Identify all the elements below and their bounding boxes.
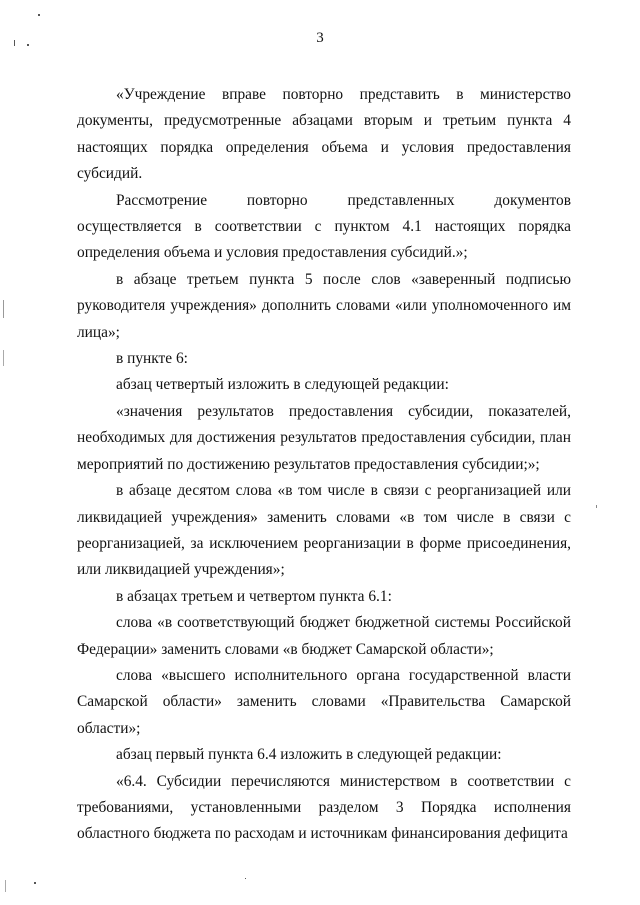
- paragraph: в абзаце десятом слова «в том числе в связи с реорганизацией или ликвидацией учреждения» заменить словами «в том числе в связи с реорганизацией, за исключением реорганизации в форме присоединения, или ликвидацией учреждения»;: [77, 482, 571, 579]
- paragraph: в абзаце третьем пункта 5 после слов «заверенный подписью руководителя учреждения» дополнить словами «или уполномоченного им лица»;: [77, 270, 571, 341]
- paragraph: «значения результатов предоставления субсидии, показателей, необходимых для достижения результатов предоставления субсидии, план мероприятий по достижению результатов предоставления субсидии;»;: [77, 402, 571, 473]
- scan-speck: [596, 505, 597, 508]
- scan-speck: [3, 350, 4, 366]
- paragraph: слова «в соответствующий бюджет бюджетной системы Российской Федерации» заменить словами «в бюджет Самарской области»;: [77, 614, 571, 658]
- scan-speck: [3, 300, 4, 318]
- paragraph: в абзацах третьем и четвертом пункта 6.1:: [116, 587, 392, 605]
- paragraph: Рассмотрение повторно представленных документов осуществляется в соответствии с пунктом 4.1 настоящих порядка определения объема и условия предоставления субсидий.»;: [77, 191, 571, 262]
- paragraph: в пункте 6:: [116, 350, 188, 368]
- scan-speck: [27, 44, 29, 46]
- page-number: 3: [316, 30, 324, 46]
- paragraph: абзац четвертый изложить в следующей редакции:: [116, 376, 449, 394]
- document-body: [77, 82, 571, 848]
- paragraph: слова «высшего исполнительного органа государственной власти Самарской области» заменить словами «Правительства Самарской области»;: [77, 666, 571, 737]
- paragraph: «6.4. Субсидии перечисляются министерством в соответствии с требованиями, установленными разделом 3 Порядка исполнения областного бюджета по расходам и источникам финансирования дефицита: [77, 772, 571, 843]
- scan-speck: [14, 40, 15, 46]
- paragraph: «Учреждение вправе повторно представить в министерство документы, предусмотренные абзацами вторым и третьим пункта 4 настоящих порядка определения объема и условия предоставления субсидий.: [77, 86, 571, 183]
- scan-speck: [38, 14, 40, 16]
- scan-speck: [34, 882, 36, 884]
- paragraph: абзац первый пункта 6.4 изложить в следующей редакции:: [116, 746, 502, 764]
- scan-speck: [5, 880, 6, 892]
- scan-speck: [245, 878, 246, 879]
